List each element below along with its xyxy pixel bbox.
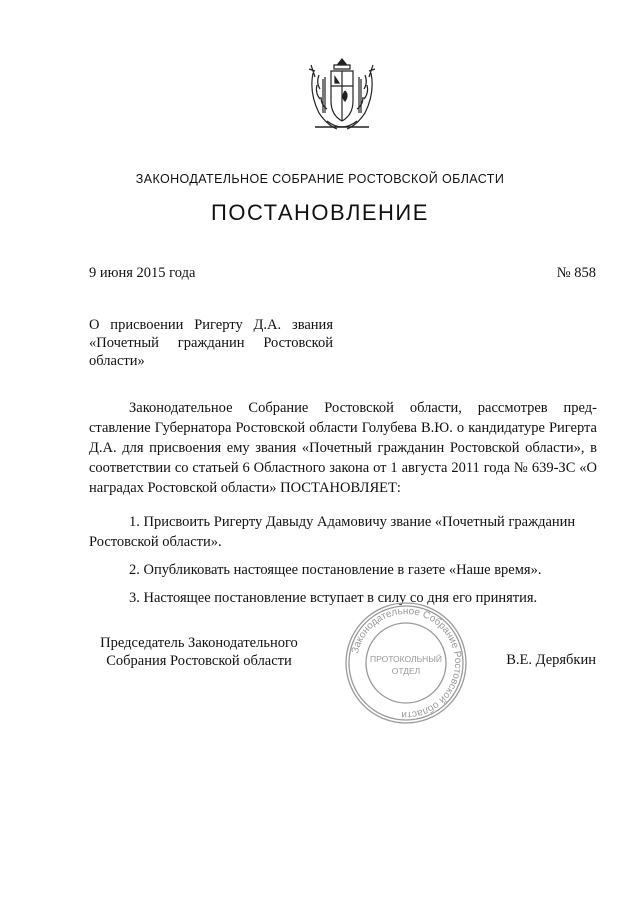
official-stamp xyxy=(343,600,469,726)
document-title: ПОСТАНОВЛЕНИЕ xyxy=(211,200,429,225)
document-date: 9 июня 2015 года xyxy=(89,265,196,281)
signer-position-line: Председатель Законодательного xyxy=(100,635,298,651)
stamp-ring-text: Законодательное Собрание Ростовской области xyxy=(350,605,464,721)
rostov-coat-of-arms-icon xyxy=(305,55,379,137)
preamble-text: Законодательное Собрание Ростовской области, рассмотрев пред-ставление Губернатора Ростовской области Голубева В.Ю. о кандидатуре Ригерта Д.А. для присвоения ему звания «Почетный гражданин Ростовской области», в соответствии со статьей 6 Областного закона от 1 августа 2011 года № 639-ЗС «О наградах Ростовской области» ПОСТАНОВЛЯЕТ: xyxy=(89,400,597,496)
resolution-item: 2. Опубликовать настоящее постановление в газете «Наше время». xyxy=(129,562,542,578)
document-number: № 858 xyxy=(556,265,596,281)
organization-name: ЗАКОНОДАТЕЛЬНОЕ СОБРАНИЕ РОСТОВСКОЙ ОБЛАСТИ xyxy=(135,172,505,186)
signer-position xyxy=(89,634,309,670)
document-preamble xyxy=(89,398,597,498)
stamp-center-line: ОТДЕЛ xyxy=(391,666,421,676)
resolution-item: 3. Настоящее постановление вступает в силу со дня его принятия. xyxy=(129,590,538,606)
stamp-center-line: ПРОТОКОЛЬНЫЙ xyxy=(370,654,442,664)
document-subject: О присвоении Ригерту Д.А. звания «Почетный гражданин Ростовской области» xyxy=(89,317,333,369)
signer-position-line: Собрания Ростовской области xyxy=(106,653,292,669)
signer-name: В.Е. Дерябкин xyxy=(506,652,596,668)
resolution-item: 1. Присвоить Ригерту Давыду Адамовичу звание «Почетный гражданин Ростовской области». xyxy=(89,514,576,550)
